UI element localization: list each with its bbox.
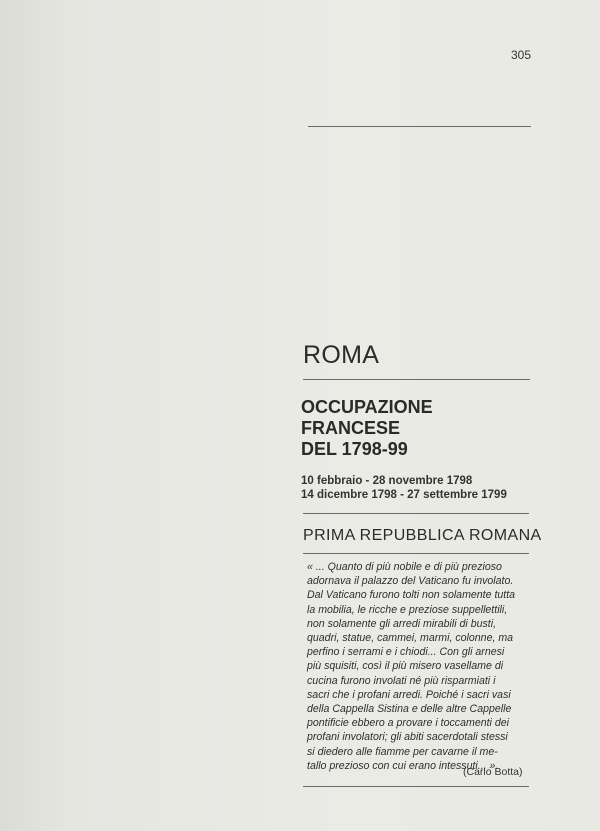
quote-line: « ... Quanto di più nobile e di più prezioso [307,561,502,573]
quote-line: quadri, statue, cammei, marmi, colonne, ma [307,632,514,645]
place-rule [303,379,530,380]
quote-line: la mobilia, le ricche e preziose suppellettili, [307,603,508,616]
quote-line: Dal Vaticano furono tolti non solamente tutta [307,589,516,602]
dates-rule [303,513,529,514]
quote-line: cucina furono involati né più risparmiati i [307,674,496,687]
quote-line: profani involatori; gli abiti sacerdotali stessi [307,731,508,744]
date-line: 10 febbraio - 28 novembre 1798 [301,475,473,487]
quote-line: tallo prezioso con cui erano intessuti... ». [307,759,499,772]
date-range [301,474,507,502]
quote-line: della Cappella Sistina e delle altre Cappelle [307,703,512,716]
page-number: 305 [511,48,532,62]
quote-line: pontificie ebbero a provare i toccamenti dei [307,717,509,730]
quote-author: (Carlo Botta) [463,766,523,778]
occupation-line: DEL 1798-99 [301,439,408,459]
occupation-title [301,397,433,460]
quote-block [307,560,529,773]
date-line: 14 dicembre 1798 - 27 settembre 1799 [301,489,507,501]
top-rule [308,126,531,127]
place-heading: ROMA [303,341,380,369]
quote-line: perfino i serrami e i chiodi... Con gli arnesi [307,646,505,659]
republic-rule [303,553,529,554]
bottom-rule [303,786,529,787]
republic-heading: PRIMA REPUBBLICA ROMANA [303,527,542,544]
occupation-line: FRANCESE [301,418,401,438]
quote-line: non solamente gli arredi mirabili di busti, [307,617,497,630]
quote-line: sacri che i profani arredi. Poiché i sacri vasi [307,688,511,701]
quote-line: si diedero alle fiamme per cavarne il me- [307,745,498,758]
quote-line: adornava il palazzo del Vaticano fu involato. [307,575,514,588]
quote-line: più squisiti, così il più misero vasellame di [307,660,504,673]
occupation-line: OCCUPAZIONE [301,397,433,417]
